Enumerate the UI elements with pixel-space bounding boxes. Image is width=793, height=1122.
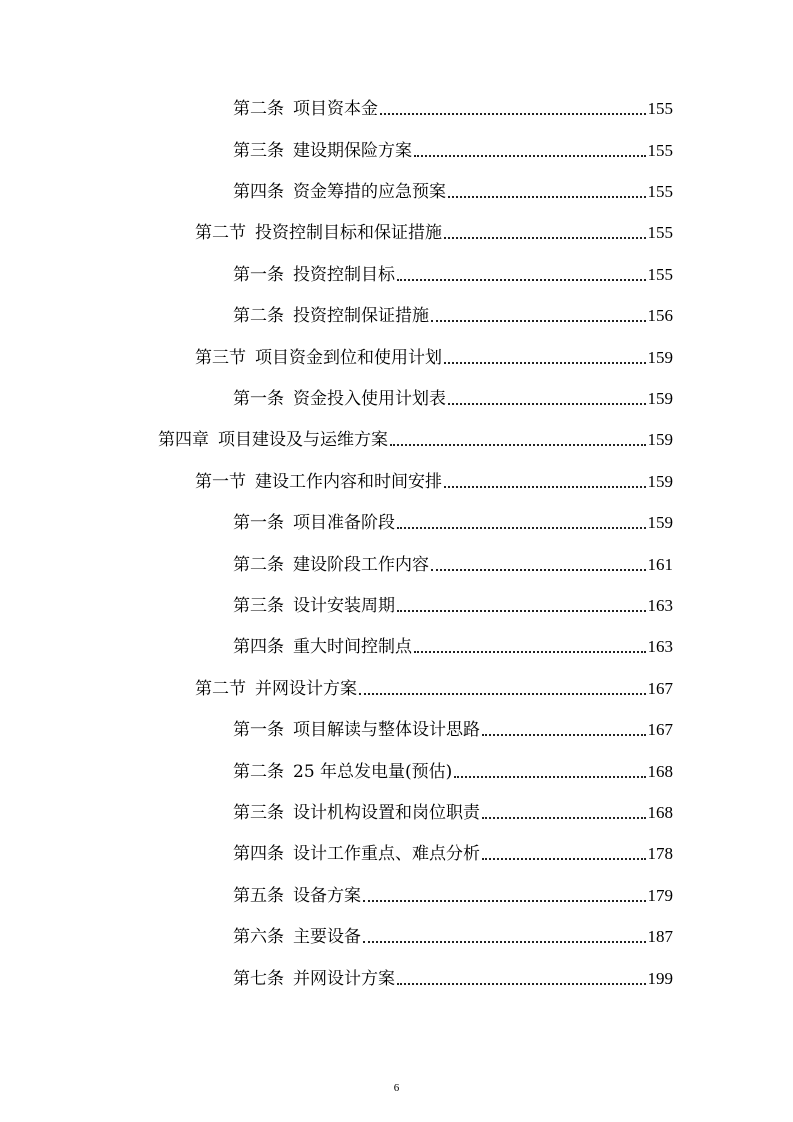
toc-entry[interactable]	[195, 346, 673, 370]
toc-entry-page: 156	[647, 306, 673, 325]
toc-entry-title: 主要设备	[293, 927, 361, 947]
toc-entry-number: 第七条	[233, 969, 284, 989]
toc-entry-title: 设计安装周期	[293, 596, 395, 616]
toc-entry-title: 资金筹措的应急预案	[293, 182, 446, 202]
toc-entry-page: 178	[647, 844, 673, 863]
toc-entry-title: 项目资金到位和使用计划	[255, 348, 442, 368]
toc-entry[interactable]	[233, 387, 673, 411]
toc-entry-title: 设计机构设置和岗位职责	[293, 803, 480, 823]
toc-entry-title: 项目建设及与运维方案	[218, 430, 388, 450]
toc-entry-title: 投资控制目标	[293, 265, 395, 285]
toc-entry-title: 建设期保险方案	[293, 141, 412, 161]
toc-entry-number: 第一条	[233, 513, 284, 533]
toc-entry[interactable]	[233, 967, 673, 991]
toc-entry-page: 155	[647, 265, 673, 284]
toc-entry-page: 168	[647, 762, 673, 781]
toc-dot-leader	[380, 113, 646, 115]
toc-entry-page: 159	[647, 472, 673, 491]
toc-entry-page: 187	[647, 927, 673, 946]
toc-entry-number: 第五条	[233, 886, 284, 906]
toc-dot-leader	[397, 527, 646, 529]
toc-dot-leader	[390, 444, 646, 446]
toc-entry-number: 第二条	[233, 555, 284, 575]
toc-entry-title: 设备方案	[293, 886, 361, 906]
toc-entry-number: 第四条	[233, 844, 284, 864]
toc-entry[interactable]	[233, 553, 673, 577]
toc-entry-page: 168	[647, 803, 673, 822]
toc-dot-leader	[482, 734, 646, 736]
toc-entry[interactable]	[195, 677, 673, 701]
toc-entry-page: 159	[647, 513, 673, 532]
toc-entry-page: 163	[647, 637, 673, 656]
toc-dot-leader	[397, 279, 646, 281]
toc-dot-leader	[448, 403, 646, 405]
toc-entry[interactable]	[195, 470, 673, 494]
toc-entry[interactable]	[233, 718, 673, 742]
toc-entry[interactable]	[233, 884, 673, 908]
toc-entry-page: 159	[647, 389, 673, 408]
toc-entry[interactable]	[233, 635, 673, 659]
toc-dot-leader	[482, 858, 646, 860]
toc-dot-leader	[414, 155, 646, 157]
toc-entry[interactable]	[233, 594, 673, 618]
toc-entry-page: 179	[647, 886, 673, 905]
toc-entry-title: 资金投入使用计划表	[293, 389, 446, 409]
toc-dot-leader	[397, 983, 646, 985]
toc-entry-page: 199	[647, 969, 673, 988]
toc-entry[interactable]	[233, 304, 673, 328]
toc-entry-number: 第三节	[195, 348, 246, 368]
toc-entry-title: 并网设计方案	[293, 969, 395, 989]
toc-entry-title: 项目资本金	[293, 99, 378, 119]
toc-entry[interactable]	[195, 221, 673, 245]
toc-entry-title: 投资控制保证措施	[293, 306, 429, 326]
toc-entry-title: 并网设计方案	[255, 679, 357, 699]
toc-entry[interactable]	[233, 97, 673, 121]
toc-entry-title: 投资控制目标和保证措施	[255, 223, 442, 243]
toc-entry-page: 159	[647, 430, 673, 449]
toc-dot-leader	[444, 237, 646, 239]
toc-entry-page: 167	[647, 679, 673, 698]
toc-dot-leader	[363, 900, 646, 902]
toc-dot-leader	[444, 486, 646, 488]
toc-dot-leader	[359, 693, 646, 695]
toc-entry[interactable]	[233, 760, 673, 784]
toc-entry-title: 设计工作重点、难点分析	[293, 844, 480, 864]
toc-entry-page: 167	[647, 720, 673, 739]
toc-entry-page: 155	[647, 223, 673, 242]
toc-entry-page: 161	[647, 555, 673, 574]
toc-entry[interactable]	[158, 428, 673, 452]
toc-entry-number: 第三条	[233, 141, 284, 161]
toc-entry-number: 第二条	[233, 762, 284, 782]
toc-entry-number: 第一条	[233, 265, 284, 285]
toc-entry-number: 第六条	[233, 927, 284, 947]
toc-entry[interactable]	[233, 925, 673, 949]
toc-entry-number: 第二条	[233, 99, 284, 119]
toc-entry-number: 第四条	[233, 182, 284, 202]
toc-entry-title: 项目准备阶段	[293, 513, 395, 533]
toc-entry-number: 第一条	[233, 389, 284, 409]
toc-dot-leader	[431, 320, 646, 322]
toc-entry-number: 第一条	[233, 720, 284, 740]
toc-entry[interactable]	[233, 180, 673, 204]
toc-entry[interactable]	[233, 511, 673, 535]
page-number: 6	[393, 1082, 400, 1094]
toc-dot-leader	[363, 941, 646, 943]
toc-entry-number: 第二条	[233, 306, 284, 326]
toc-dot-leader	[454, 776, 645, 778]
toc-entry-title: 建设工作内容和时间安排	[255, 472, 442, 492]
toc-entry-page: 155	[647, 182, 673, 201]
toc-entry-page: 159	[647, 348, 673, 367]
toc-dot-leader	[482, 817, 646, 819]
toc-entry-number: 第四条	[233, 637, 284, 657]
toc-entry-number: 第一节	[195, 472, 246, 492]
toc-entry-number: 第二节	[195, 679, 246, 699]
toc-entry-title: 25 年总发电量(预估)	[293, 762, 453, 782]
toc-entry[interactable]	[233, 801, 673, 825]
toc-dot-leader	[397, 610, 646, 612]
toc-entry-number: 第四章	[158, 430, 209, 450]
toc-entry-page: 155	[647, 141, 673, 160]
toc-entry-number: 第三条	[233, 596, 284, 616]
toc-entry-title: 建设阶段工作内容	[293, 555, 429, 575]
toc-dot-leader	[431, 569, 646, 571]
toc-dot-leader	[414, 651, 646, 653]
toc-entry-title: 项目解读与整体设计思路	[293, 720, 480, 740]
toc-entry-title: 重大时间控制点	[293, 637, 412, 657]
toc-entry-page: 163	[647, 596, 673, 615]
toc-entry-number: 第二节	[195, 223, 246, 243]
toc-entry[interactable]	[233, 139, 673, 163]
toc-entry[interactable]	[233, 842, 673, 866]
toc-dot-leader	[444, 362, 646, 364]
toc-entry[interactable]	[233, 263, 673, 287]
toc-entry-number: 第三条	[233, 803, 284, 823]
toc-entry-page: 155	[647, 99, 673, 118]
toc-dot-leader	[448, 196, 646, 198]
